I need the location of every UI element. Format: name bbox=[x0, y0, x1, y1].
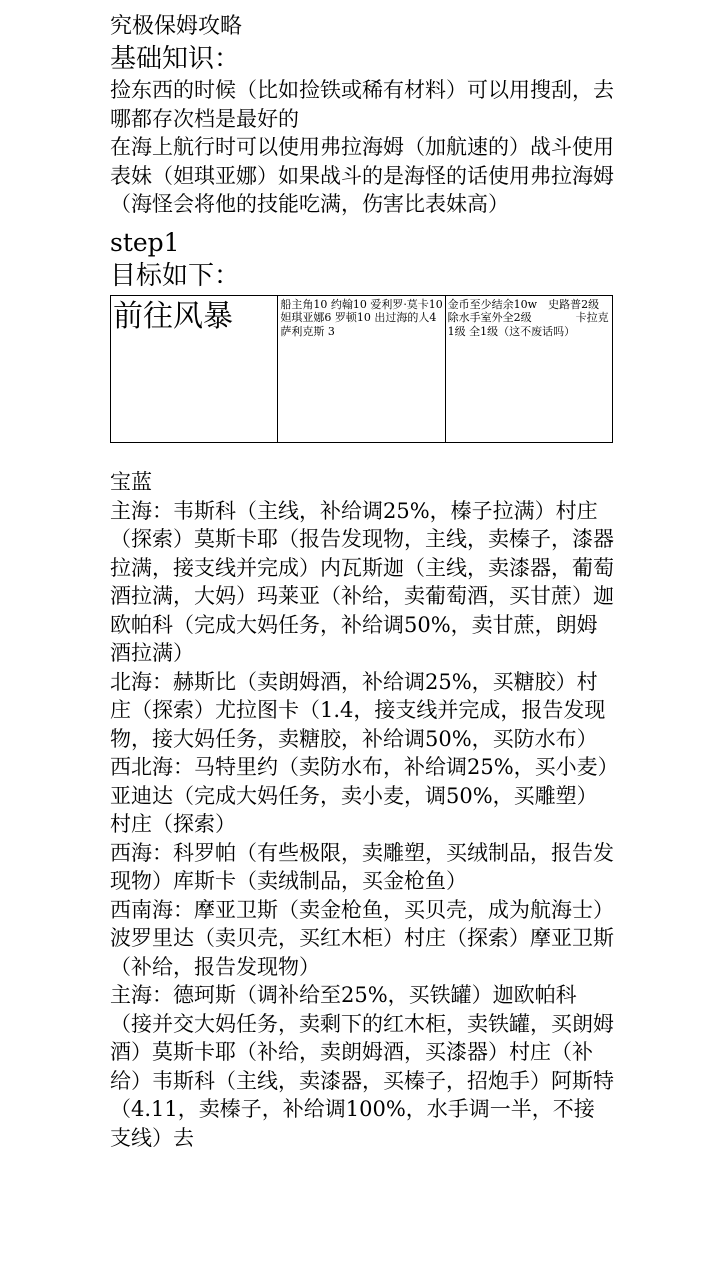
route-paragraph-1: 主海：韦斯科（主线，补给调25%，榛子拉满）村庄（探索）莫斯卡耶（报告发现物，主线，卖榛子，漆器拉满，接支线并完成）内瓦斯迦（主线，卖漆器，葡萄酒拉满，大妈）玛莱亚（补给，卖葡萄酒，买甘蔗）迦欧帕科（完成大妈任务，补给调50%，卖甘蔗，朗姆酒拉满） bbox=[110, 498, 614, 665]
route-paragraph-3: 西北海：马特里约（卖防水布，补给调25%，买小麦）亚迪达（完成大妈任务，卖小麦，调50%，买雕塑）村庄（探索） bbox=[110, 755, 609, 836]
basics-paragraph-1: 捡东西的时候（比如捡铁或稀有材料）可以用搜刮，去哪都存次档是最好的 bbox=[110, 78, 614, 131]
goal-crew-levels: 船主角10 约翰10 爱利罗·莫卡10 妲琪亚娜6 罗顿10 出过海的人4 萨利克斯 3 bbox=[280, 297, 443, 338]
route-paragraph-6: 主海：德珂斯（调补给至25%，买铁罐）迦欧帕科（接并交大妈任务，卖剩下的红木柜，卖铁罐，买朗姆酒）莫斯卡耶（补给，卖朗姆酒，买漆器）村庄（补给）韦斯科（主线，卖漆器，买榛子，招炮手）阿斯特（4.11，卖榛子，补给调100%，水手调一半，不接支线）去 bbox=[110, 983, 614, 1150]
route-paragraph-4: 西海：科罗帕（有些极限，卖雕塑，买绒制品，报告发现物）库斯卡（卖绒制品，买金枪鱼） bbox=[110, 840, 614, 893]
basics-paragraph-2: 在海上航行时可以使用弗拉海姆（加航速的）战斗使用表妹（妲琪亚娜）如果战斗的是海怪的话使用弗拉海姆（海怪会将他的技能吃满，伤害比表妹高） bbox=[110, 135, 614, 216]
goals-cell-crew bbox=[278, 295, 445, 442]
document-page bbox=[110, 12, 615, 1152]
goal-money-ships: 金币至少结余10w 史路普2级 除水手室外全2级 卡拉克1级 全1级（这不废话吗） bbox=[447, 297, 609, 338]
document-title: 究极保姆攻略 bbox=[110, 14, 243, 39]
step-label: step1 bbox=[110, 227, 180, 257]
basics-heading: 基础知识： bbox=[110, 44, 241, 74]
goals-heading: 目标如下： bbox=[110, 260, 241, 291]
goals-cell-destination bbox=[111, 295, 278, 442]
goal-destination: 前往风暴 bbox=[113, 298, 233, 334]
route-paragraph-2: 北海：赫斯比（卖朗姆酒，补给调25%，买糖胶）村庄（探索）尤拉图卡（1.4，接支线并完成，报告发现物，接大妈任务，卖糖胶，补给调50%，买防水布） bbox=[110, 669, 606, 751]
route-paragraph-5: 西南海：摩亚卫斯（卖金枪鱼，买贝壳，成为航海士）波罗里达（卖贝壳，买红木柜）村庄（探索）摩亚卫斯（补给，报告发现物） bbox=[110, 897, 614, 979]
goals-table bbox=[110, 295, 613, 443]
table-row bbox=[111, 295, 613, 442]
goals-cell-ships bbox=[445, 295, 612, 442]
section-title: 宝蓝 bbox=[110, 469, 152, 494]
spacer bbox=[110, 443, 615, 467]
